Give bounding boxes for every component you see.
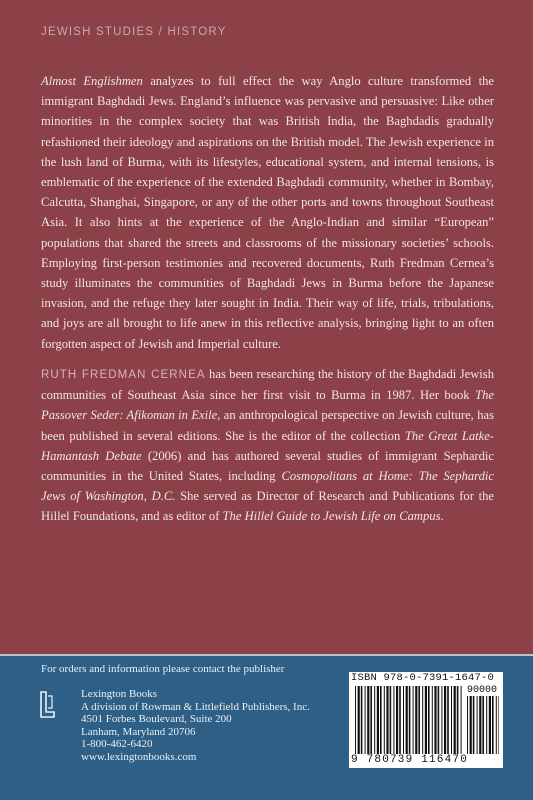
addon-barcode-icon <box>467 696 499 754</box>
book-ref: Cosmopolitans at Home: The Sephardic Jews of Washington, D.C. <box>41 469 494 504</box>
bio-text: She served as Director of Research and Publications for the Hillel Foundations, and as editor of <box>41 489 494 524</box>
ean-number: 9 780739 116470 <box>351 754 469 766</box>
bio-text: . <box>440 509 444 524</box>
book-ref: The Passover Seder: Afikoman in Exile <box>41 388 494 423</box>
publisher-phone: 1-800-462-6420 <box>81 738 153 751</box>
author-bio <box>41 364 494 527</box>
ean-barcode-icon <box>355 686 463 754</box>
publisher-street: 4501 Forbes Boulevard, Suite 200 <box>81 713 232 726</box>
publisher-name: Lexington Books <box>81 688 158 700</box>
category-label: JEWISH STUDIES / HISTORY <box>41 26 227 38</box>
addon-number: 90000 <box>467 685 498 696</box>
book-title: Almost Englishmen <box>41 74 143 88</box>
bio-text: (2006) and has authored several studies of immigrant Sephardic communities in the United States, including <box>41 448 494 484</box>
bio-text: has been researching the history of the Baghdadi Jewish communities of Southeast Asia since her first visit to Burma in 1987. Her book <box>41 367 494 403</box>
publisher-website: www.lexingtonbooks.com <box>81 750 197 763</box>
description-text: analyzes to full effect the way Anglo culture transformed the immigrant Baghdadi Jews. England’s influence was pervasive and persuasive: Like other minorities in the complex society that was British India, the Baghdadis gradually refashioned their ideology and aspirations on the British model. The Jewish experience in the lush land of Burma, with its lifestyles, educational system, and internal tensions, is emblematic of the experience of the extended Baghdadi community, whether in Bombay, Calcutta, Shanghai, Singapore, or any of the other ports and towns throughout Southeast Asia. It also hints at the experience of the Anglo-Indian and similar “European” populations that shared the streets and classrooms of the missionary societies’ schools. Employing first-person testimonies and recovered documents, Ruth Fredman Cernea’s study illuminates the communities of Baghdadi Jews in Burma before the Japanese invasion, and the refuge they later sought in India. Their way of life, trials, tribulations, and joys are all brought to life anew in this reflective analysis, bringing light to an often forgotten aspect of Jewish and Imperial culture. <box>41 74 494 351</box>
publisher-logo-icon <box>38 690 58 720</box>
isbn-text: ISBN 978-0-7391-1647-0 <box>351 672 495 684</box>
book-ref: The Great Latke-Hamantash Debate <box>41 428 494 463</box>
author-name: RUTH FREDMAN CERNEA <box>41 369 206 381</box>
book-description <box>41 71 494 354</box>
publisher-city: Lanham, Maryland 20706 <box>81 725 196 738</box>
publisher-division: A division of Rowman & Littlefield Publishers, Inc. <box>81 700 310 713</box>
barcode <box>349 672 503 768</box>
bio-text: , an anthropological perspective on Jewish culture, has been published in several editions. She is the editor of the collection <box>41 408 494 443</box>
publisher-info <box>81 688 310 764</box>
orders-note: For orders and information please contact the publisher <box>41 663 285 675</box>
book-ref: The Hillel Guide to Jewish Life on Campus <box>222 509 441 524</box>
